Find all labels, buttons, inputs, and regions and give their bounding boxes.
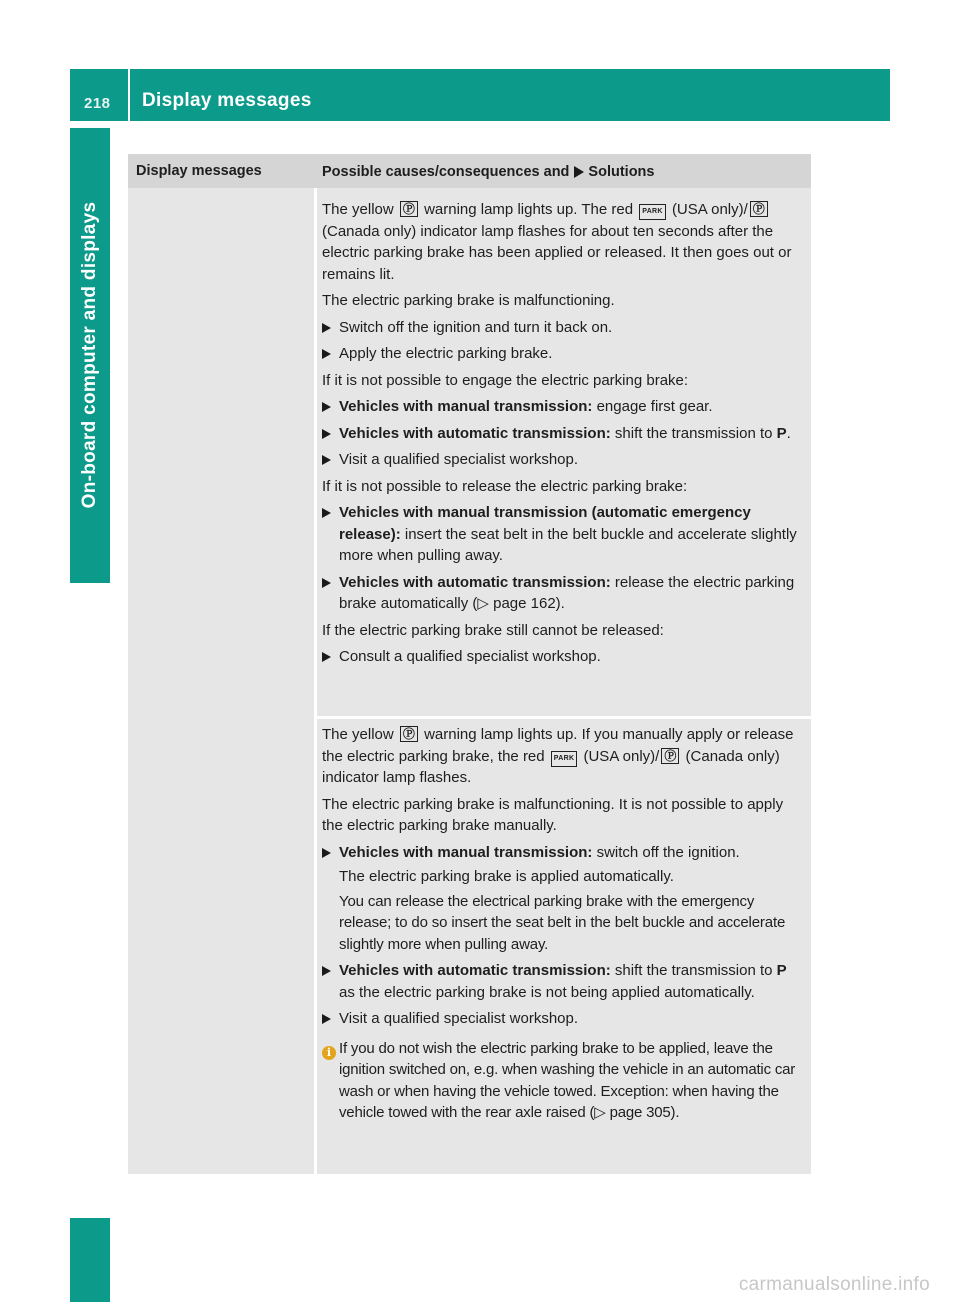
- side-chapter-label: On-board computer and displays: [79, 201, 100, 509]
- action-arrow-icon: [322, 349, 331, 359]
- table-row-2-solutions: [322, 724, 804, 1124]
- row1-intro: The yellow Ⓟ warning lamp lights up. The red PARK (USA only)/ Ⓟ (Canada only) indicator lamp flashes for about ten seconds after the electric parking brake has been applied or released. It then goes out or remains lit.: [322, 201, 792, 283]
- row2-malfunction: The electric parking brake is malfunctioning. It is not possible to apply the electric parking brake manually.: [322, 795, 784, 834]
- list-item: Vehicles with manual transmission (automatic emergency release): insert the seat belt in the belt buckle and accelerate slightly more when pulling away.: [322, 502, 804, 567]
- action-arrow-icon: [322, 402, 331, 412]
- action-arrow-icon: [322, 578, 331, 588]
- watermark: carmanualsonline.info: [738, 1274, 930, 1295]
- col-header-causes-solutions: Possible causes/consequences and Solutions: [322, 164, 655, 180]
- page-title: Display messages: [142, 90, 312, 111]
- list-item: Vehicles with automatic transmission: shift the transmission to P.: [322, 423, 804, 445]
- action-arrow-icon: [322, 323, 331, 333]
- row2-intro: The yellow Ⓟ warning lamp lights up. If you manually apply or release the electric parking brake, the red PARK (USA only)/ Ⓟ (Canada only) indicator lamp flashes.: [322, 726, 794, 786]
- action-arrow-icon: [322, 966, 331, 976]
- page-header: [70, 69, 890, 121]
- action-arrow-icon: [322, 652, 331, 662]
- brake-warning-icon: Ⓟ: [661, 748, 679, 764]
- action-arrow-icon: [574, 166, 584, 178]
- page-ref-305[interactable]: page 305).: [605, 1104, 680, 1121]
- action-arrow-icon: [322, 429, 331, 439]
- action-arrow-icon: [322, 848, 331, 858]
- brake-warning-icon: Ⓟ: [400, 201, 418, 217]
- col-header-display-messages: Display messages: [136, 163, 262, 179]
- column-divider: [314, 188, 317, 1174]
- brake-warning-icon: Ⓟ: [400, 726, 418, 742]
- table-header: [128, 154, 811, 188]
- list-item: Visit a qualified specialist workshop.: [322, 1008, 804, 1030]
- brake-warning-icon: Ⓟ: [750, 201, 768, 217]
- info-icon: i: [322, 1046, 336, 1060]
- list-item: Apply the electric parking brake.: [322, 343, 804, 365]
- page-number: 218: [84, 95, 111, 112]
- table-row-1-solutions: [322, 199, 804, 673]
- park-icon: PARK: [639, 204, 666, 220]
- list-item: Vehicles with manual transmission: engage first gear.: [322, 396, 804, 418]
- page-ref-162[interactable]: page 162).: [488, 595, 565, 612]
- row1-malfunction: The electric parking brake is malfunctioning.: [322, 292, 615, 309]
- row1-engage-intro: If it is not possible to engage the electric parking brake:: [322, 371, 689, 389]
- action-arrow-icon: [322, 508, 331, 518]
- list-item: Switch off the ignition and turn it back on.: [322, 317, 804, 339]
- display-messages-table: [128, 154, 811, 1174]
- list-item: Visit a qualified specialist workshop.: [322, 449, 804, 471]
- action-arrow-icon: [322, 455, 331, 465]
- footer-tab: [70, 1218, 110, 1302]
- row1-still-intro: If the electric parking brake still cannot be released:: [322, 621, 664, 639]
- list-item: Vehicles with automatic transmission: shift the transmission to P as the electric parking brake is not being applied automatically.: [322, 960, 804, 1003]
- action-arrow-icon: [322, 1014, 331, 1024]
- page-ref-icon: ▷: [477, 595, 489, 612]
- page-ref-icon: ▷: [594, 1104, 606, 1121]
- info-note: i If you do not wish the electric parking brake to be applied, leave the ignition switched on, e.g. when washing the vehicle in an automatic car wash or when having the vehicle towed. Exception: when having the vehicle towed with the rear axle raised (▷ page 305).: [322, 1038, 804, 1124]
- list-item: Vehicles with manual transmission: switch off the ignition. The electric parking brake is applied automatically. You can release the electrical parking brake with the emergency release; to do so insert the seat belt in the belt buckle and accelerate slightly more when pulling away.: [322, 842, 804, 956]
- row1-release-intro: If it is not possible to release the electric parking brake:: [322, 477, 688, 495]
- row-divider: [317, 716, 811, 719]
- list-item: Vehicles with automatic transmission: release the electric parking brake automatically (▷ page 162).: [322, 572, 804, 615]
- list-item: Consult a qualified specialist workshop.: [322, 646, 804, 668]
- park-icon: PARK: [551, 751, 578, 767]
